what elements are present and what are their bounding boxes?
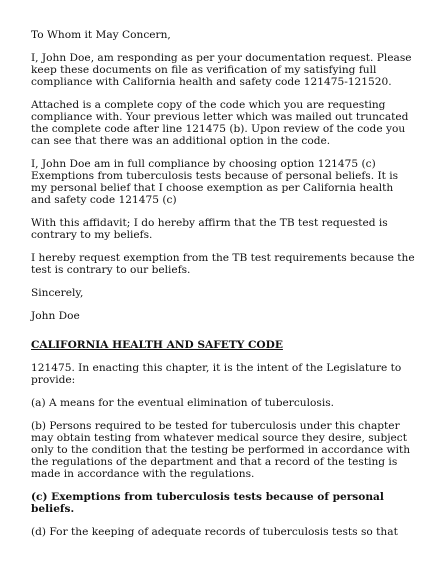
letter-paragraph-2: Attached is a complete copy of the code which you are requesting compliance with. Your previous letter which was mailed out truncated the complete code after line 121475 (b). Upon review of the code you can see that there was an additional option in the code. — [31, 99, 409, 147]
code-intro: 121475. In enacting this chapter, it is the intent of the Legislature to provide: — [31, 362, 402, 386]
letter-paragraph-3: I, John Doe am in full compliance by choosing option 121475 (c) Exemptions from tuberculosis tests because of personal beliefs. It is my personal belief that I choose exemption as per California health and safety code 121475 (c) — [31, 158, 399, 206]
letter-paragraph-1: I, John Doe, am responding as per your documentation request. Please keep these documents on file as verification of my satisfying full compliance with California health and safety code 121475-121520. — [31, 52, 412, 88]
code-item-d: (d) For the keeping of adequate records of tuberculosis tests so that — [31, 526, 398, 538]
letter-paragraph-5: I hereby request exemption from the TB test requirements because the test is contrary to our beliefs. — [31, 252, 415, 276]
code-heading: CALIFORNIA HEALTH AND SAFETY CODE — [31, 339, 283, 351]
code-item-b: (b) Persons required to be tested for tuberculosis under this chapter may obtain testing from whatever medical source they desire, subject only to the condition that the testing be performed in accordance with the regulations of the department and that a record of the testing is made in accordance with the regulations. — [31, 420, 411, 480]
document-page — [31, 29, 415, 549]
code-item-a: (a) A means for the eventual elimination of tuberculosis. — [31, 397, 335, 409]
letter-paragraph-4: With this affidavit; I do hereby affirm that the TB test requested is contrary to my beliefs. — [31, 217, 388, 241]
closing: Sincerely, — [31, 287, 84, 299]
signature: John Doe — [31, 310, 80, 322]
code-item-c: (c) Exemptions from tuberculosis tests because of personal beliefs. — [31, 491, 384, 515]
salutation: To Whom it May Concern, — [31, 29, 171, 41]
